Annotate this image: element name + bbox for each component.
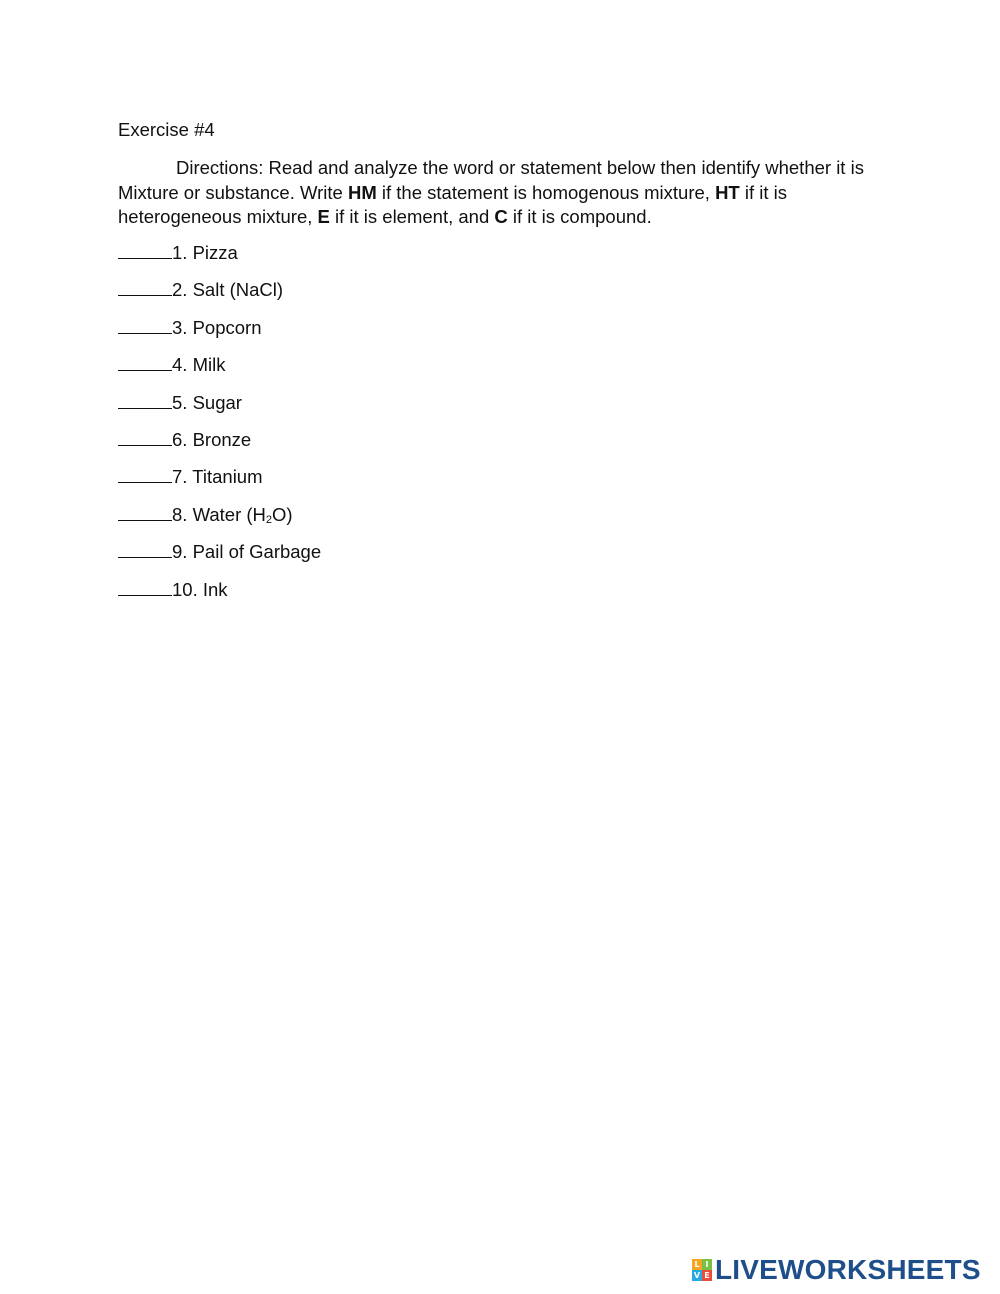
answer-blank[interactable]: [118, 429, 172, 446]
item-text: Pizza: [192, 242, 238, 263]
code-c: C: [494, 206, 508, 227]
directions-text-5: if it is compound.: [507, 206, 652, 227]
item-list: [118, 242, 321, 616]
answer-blank[interactable]: [118, 242, 172, 259]
item-text: Salt (NaCl): [192, 279, 284, 301]
liveworksheets-logo: [692, 1256, 981, 1284]
list-item: [118, 429, 321, 466]
badge-letter: I: [702, 1259, 712, 1270]
item-text: Bronze: [192, 428, 252, 450]
directions-text-1: Directions: Read and analyze the word or statement below then identify whether it is Mixture or substance. Write: [118, 157, 864, 203]
badge-letter: E: [702, 1270, 712, 1281]
item-number: 4.: [172, 354, 188, 376]
live-badge-icon: [692, 1259, 712, 1281]
item-text: Ink: [202, 578, 228, 600]
item-number: 3.: [172, 316, 188, 338]
item-number: 6.: [172, 428, 188, 450]
item-text: Titanium: [192, 466, 263, 488]
answer-blank[interactable]: [118, 392, 172, 409]
list-item: [118, 392, 321, 429]
item-text: [193, 504, 293, 525]
item-number: 2.: [172, 279, 188, 301]
item-text-pre: Water (H: [192, 503, 266, 525]
item-number: 7.: [172, 466, 188, 488]
answer-blank[interactable]: [118, 279, 172, 296]
code-e: E: [317, 206, 330, 227]
list-item: [118, 279, 321, 316]
directions-text-2: if the statement is homogenous mixture,: [376, 181, 716, 203]
badge-letter: V: [693, 1270, 701, 1280]
item-text-post: O): [272, 503, 293, 525]
list-item: [118, 466, 321, 503]
item-text: Popcorn: [192, 316, 262, 338]
code-ht: HT: [715, 181, 740, 203]
item-number: 1.: [172, 242, 188, 263]
item-text: Pail of Garbage: [192, 541, 322, 563]
item-text-subscript: 2: [265, 513, 273, 526]
list-item: [118, 541, 321, 578]
list-item: [118, 317, 321, 354]
list-item: [118, 354, 321, 391]
item-number: 8.: [172, 503, 188, 525]
answer-blank[interactable]: [118, 354, 172, 371]
badge-letter: L: [692, 1259, 702, 1270]
brand-name: LIVEWORKSHEETS: [715, 1254, 981, 1285]
directions-text-3: if it is heterogeneous mixture,: [118, 181, 788, 227]
answer-blank[interactable]: [118, 466, 172, 483]
item-text: Sugar: [192, 391, 242, 413]
item-number: 10.: [172, 578, 198, 600]
answer-blank[interactable]: [118, 579, 172, 596]
list-item: [118, 579, 321, 616]
answer-blank[interactable]: [118, 504, 172, 521]
code-hm: HM: [347, 181, 377, 203]
directions-text-4: if it is element, and: [329, 206, 495, 227]
list-item: [118, 504, 321, 541]
directions-paragraph: [118, 156, 888, 230]
answer-blank[interactable]: [118, 541, 172, 558]
list-item: [118, 242, 321, 279]
answer-blank[interactable]: [118, 317, 172, 334]
item-number: 5.: [172, 391, 188, 413]
exercise-title: Exercise #4: [118, 119, 215, 140]
item-text: Milk: [192, 354, 226, 376]
item-number: 9.: [172, 541, 188, 563]
